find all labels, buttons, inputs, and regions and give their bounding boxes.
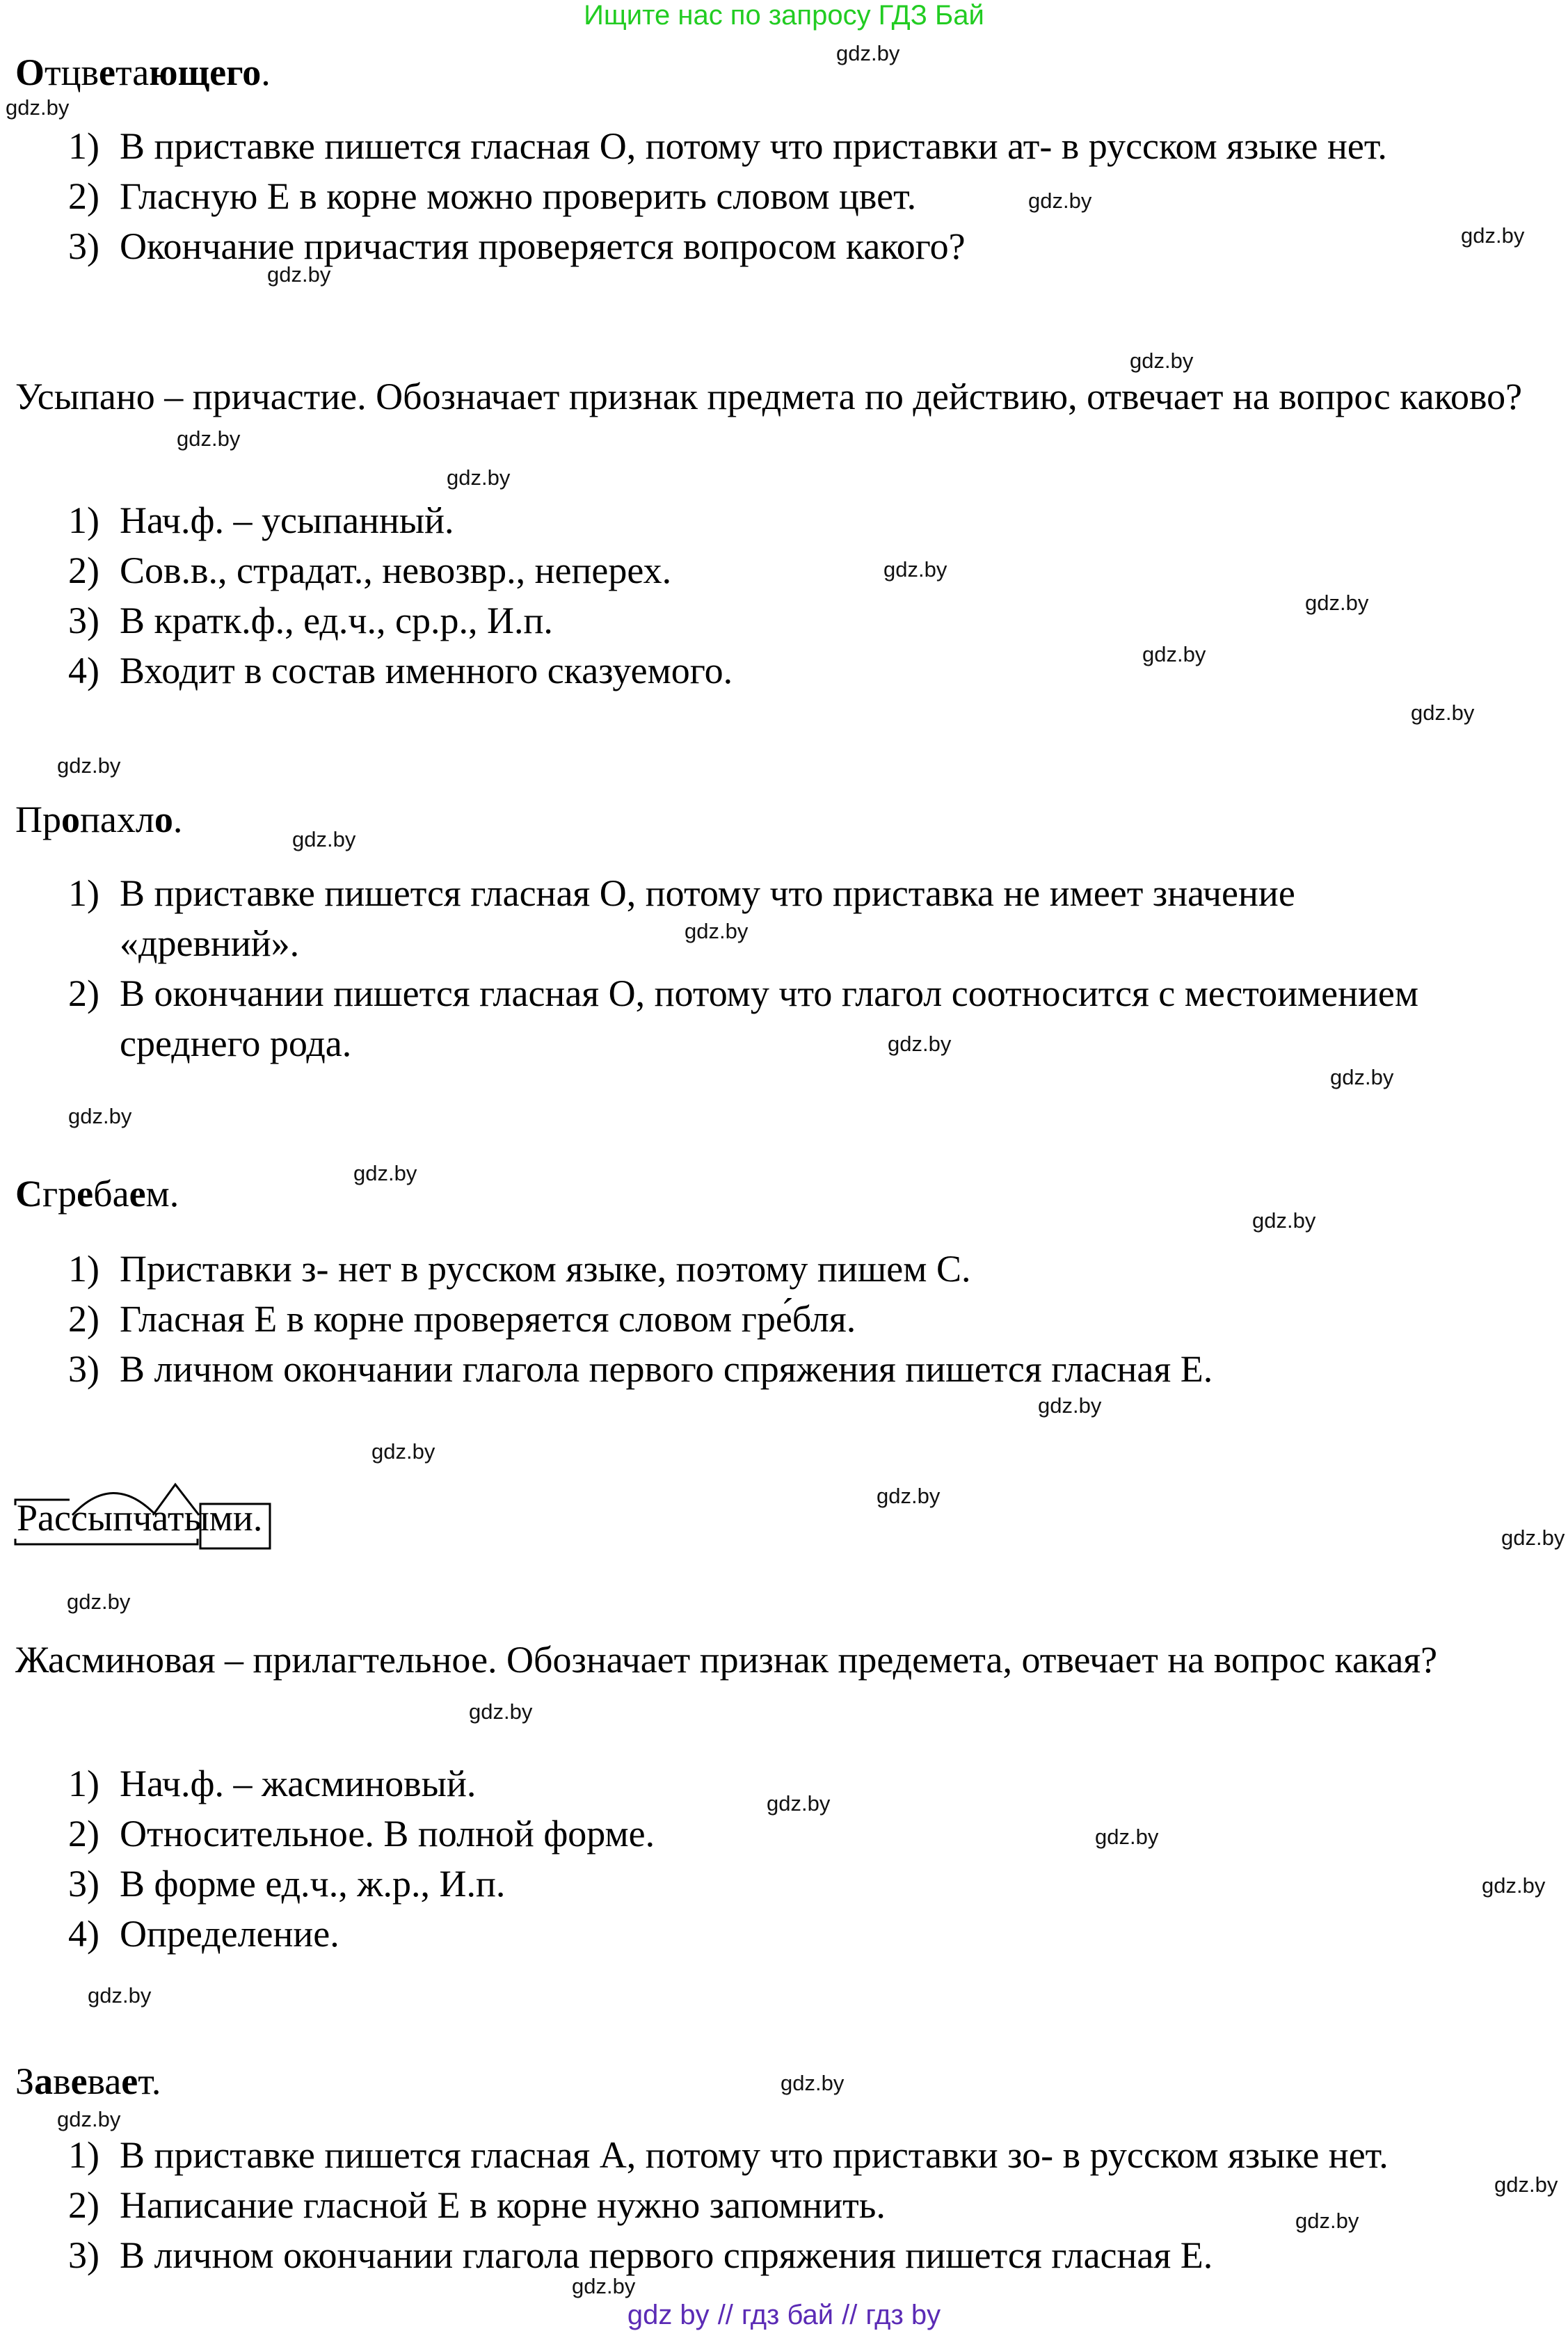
item-text: Определение. xyxy=(120,1913,339,1955)
word-part: . xyxy=(261,51,271,93)
watermark: gdz.by xyxy=(57,2107,121,2131)
word-part: О xyxy=(15,51,45,93)
paragraph-zhasminovaya: Жасминовая – прилагтельное. Обозначает признак предемета, отвечает на вопрос какая? xyxy=(15,1639,1438,1681)
list-item-continuation: среднего рода. xyxy=(120,1023,352,1064)
word-stem: Рассыпчат xyxy=(17,1497,184,1539)
heading-propahlo xyxy=(15,797,182,842)
word-part: та xyxy=(115,51,150,93)
word-part: е xyxy=(77,1173,94,1215)
item-text: Гласная Е в корне проверяется словом гре́бля. xyxy=(120,1298,856,1340)
watermark: gdz.by xyxy=(1038,1393,1102,1418)
watermark: gdz.by xyxy=(883,557,947,582)
word-part: . xyxy=(253,1497,263,1539)
heading-sgrebaem xyxy=(15,1171,179,1216)
watermark: gdz.by xyxy=(1028,189,1092,213)
item-number: 2) xyxy=(68,550,99,591)
watermark: gdz.by xyxy=(1130,349,1194,373)
list-item xyxy=(68,2183,886,2227)
item-number: 1) xyxy=(68,499,99,541)
heading-zavevaet xyxy=(15,2059,161,2104)
item-number: 2) xyxy=(68,175,99,217)
footer-link[interactable]: gdz by xyxy=(627,2300,710,2330)
item-text: В окончании пишется гласная О, потому что глагол соотносится с местоимением xyxy=(120,972,1419,1014)
word-part: гр xyxy=(42,1173,77,1215)
item-text: Сов.в., страдат., невозвр., неперех. xyxy=(120,550,672,591)
footer-separator: // xyxy=(717,2300,733,2330)
word-part: е xyxy=(129,1173,146,1215)
item-text: В форме ед.ч., ж.р., И.п. xyxy=(120,1863,506,1905)
watermark: gdz.by xyxy=(1501,1525,1565,1550)
word-part: о xyxy=(154,799,173,840)
word-part: ва xyxy=(87,2060,122,2102)
item-text: В личном окончании глагола первого спряжения пишется гласная Е. xyxy=(120,1348,1213,1390)
word-part: о xyxy=(242,51,262,93)
item-number: 3) xyxy=(68,2234,99,2276)
list-item xyxy=(68,224,966,269)
word-part: о xyxy=(61,799,80,840)
item-number: 2) xyxy=(68,972,99,1014)
word-part: е xyxy=(70,2060,88,2102)
list-item xyxy=(68,174,916,218)
watermark: gdz.by xyxy=(57,753,121,778)
watermark: gdz.by xyxy=(1330,1065,1394,1089)
list-item-continuation: «древний». xyxy=(120,922,300,964)
list-item xyxy=(68,1811,655,1856)
footer-separator: // xyxy=(842,2300,858,2330)
watermark: gdz.by xyxy=(292,827,356,851)
list-item xyxy=(68,1297,856,1341)
item-number: 4) xyxy=(68,1913,99,1955)
footer-link[interactable]: гдз бай xyxy=(741,2300,834,2330)
item-text: Нач.ф. – усыпанный. xyxy=(120,499,454,541)
list-item xyxy=(68,2133,1389,2177)
word-part: ба xyxy=(93,1173,129,1215)
item-text: Приставки з- нет в русском языке, поэтому пишем С. xyxy=(120,1248,971,1290)
watermark: gdz.by xyxy=(68,1104,132,1128)
word-part: ющ xyxy=(149,51,210,93)
word-part: . xyxy=(169,1173,179,1215)
list-item xyxy=(68,1912,339,1956)
watermark: gdz.by xyxy=(572,2274,636,2298)
list-item xyxy=(68,1347,1213,1391)
list-item xyxy=(68,2233,1213,2277)
list-item xyxy=(68,124,1387,168)
word-part: тцв xyxy=(45,51,99,93)
word-part: С xyxy=(15,1173,42,1215)
word-part: . xyxy=(151,2060,161,2102)
paragraph-usypano: Усыпано – причастие. Обозначает признак предмета по действию, отвечает на вопрос каково? xyxy=(15,376,1523,417)
watermark: gdz.by xyxy=(1295,2209,1359,2233)
word-part: е xyxy=(121,2060,138,2102)
item-text: Гласную Е в корне можно проверить словом цвет. xyxy=(120,175,917,217)
item-number: 3) xyxy=(68,1348,99,1390)
watermark: gdz.by xyxy=(1142,642,1206,666)
item-number: 4) xyxy=(68,650,99,691)
watermark: gdz.by xyxy=(371,1439,435,1464)
list-item xyxy=(68,1861,505,1906)
list-item xyxy=(68,1247,970,1291)
item-text: Входит в состав именного сказуемого. xyxy=(120,650,733,691)
item-number: 3) xyxy=(68,1863,99,1905)
item-text: В приставке пишется гласная О, потому что приставки ат- в русском языке нет. xyxy=(120,125,1387,167)
item-text: В приставке пишется гласная О, потому что приставка не имеет значение xyxy=(120,872,1295,914)
item-number: 2) xyxy=(68,1298,99,1340)
item-number: 1) xyxy=(68,2134,99,2176)
watermark: gdz.by xyxy=(1252,1208,1316,1233)
item-text: В кратк.ф., ед.ч., ср.р., И.п. xyxy=(120,600,553,641)
watermark: gdz.by xyxy=(1095,1825,1159,1849)
heading-rassypchatymi xyxy=(17,1496,262,1540)
word-part: пахл xyxy=(80,799,154,840)
watermark: gdz.by xyxy=(1482,1873,1546,1898)
list-item xyxy=(68,548,671,593)
watermark: gdz.by xyxy=(353,1161,417,1185)
word-part: т xyxy=(138,2060,152,2102)
watermark: gdz.by xyxy=(1305,591,1369,615)
item-number: 2) xyxy=(68,1813,99,1855)
item-text: Окончание причастия проверяется вопросом какого? xyxy=(120,225,966,267)
watermark: gdz.by xyxy=(1494,2172,1558,2197)
word-part: Пр xyxy=(15,799,61,840)
watermark: gdz.by xyxy=(6,95,70,120)
word-ending: ыми xyxy=(184,1497,253,1539)
word-part: . xyxy=(173,799,183,840)
heading-otcvetayushchego xyxy=(15,50,271,95)
watermark: gdz.by xyxy=(767,1791,831,1816)
list-item xyxy=(68,871,1295,915)
watermark: gdz.by xyxy=(88,1983,152,2008)
list-item xyxy=(68,598,553,643)
footer-link[interactable]: гдз by xyxy=(865,2300,941,2330)
item-number: 2) xyxy=(68,2184,99,2226)
item-number: 1) xyxy=(68,872,99,914)
list-item xyxy=(68,498,454,543)
footer-links xyxy=(0,2300,1568,2330)
item-text: В личном окончании глагола первого спряжения пишется гласная Е. xyxy=(120,2234,1213,2276)
item-number: 3) xyxy=(68,225,99,267)
word-part: е xyxy=(99,51,115,93)
word-part: а xyxy=(34,2060,54,2102)
watermark: gdz.by xyxy=(469,1699,533,1724)
item-text: Нач.ф. – жасминовый. xyxy=(120,1763,477,1804)
item-number: 3) xyxy=(68,600,99,641)
word-part: ег xyxy=(209,51,243,93)
item-text: Написание гласной Е в корне нужно запомнить. xyxy=(120,2184,886,2226)
watermark: gdz.by xyxy=(781,2071,845,2095)
watermark: gdz.by xyxy=(888,1032,952,1056)
watermark: gdz.by xyxy=(1411,700,1475,725)
watermark: gdz.by xyxy=(836,41,900,65)
item-number: 1) xyxy=(68,125,99,167)
watermark: gdz.by xyxy=(177,426,241,451)
item-text: В приставке пишется гласная А, потому что приставки зо- в русском языке нет. xyxy=(120,2134,1389,2176)
watermark: gdz.by xyxy=(447,465,511,490)
list-item xyxy=(68,971,1418,1016)
top-banner-link[interactable]: Ищите нас по запросу ГДЗ Бай xyxy=(584,0,984,31)
list-item xyxy=(68,1761,476,1806)
item-number: 1) xyxy=(68,1763,99,1804)
list-item xyxy=(68,648,733,693)
word-part: З xyxy=(15,2060,35,2102)
watermark: gdz.by xyxy=(877,1484,941,1508)
word-part: в xyxy=(53,2060,71,2102)
watermark: gdz.by xyxy=(685,919,749,943)
item-number: 1) xyxy=(68,1248,99,1290)
watermark: gdz.by xyxy=(1461,223,1525,248)
item-text: Относительное. В полной форме. xyxy=(120,1813,655,1855)
watermark: gdz.by xyxy=(267,262,331,287)
watermark: gdz.by xyxy=(67,1589,131,1614)
word-part: м xyxy=(145,1173,170,1215)
